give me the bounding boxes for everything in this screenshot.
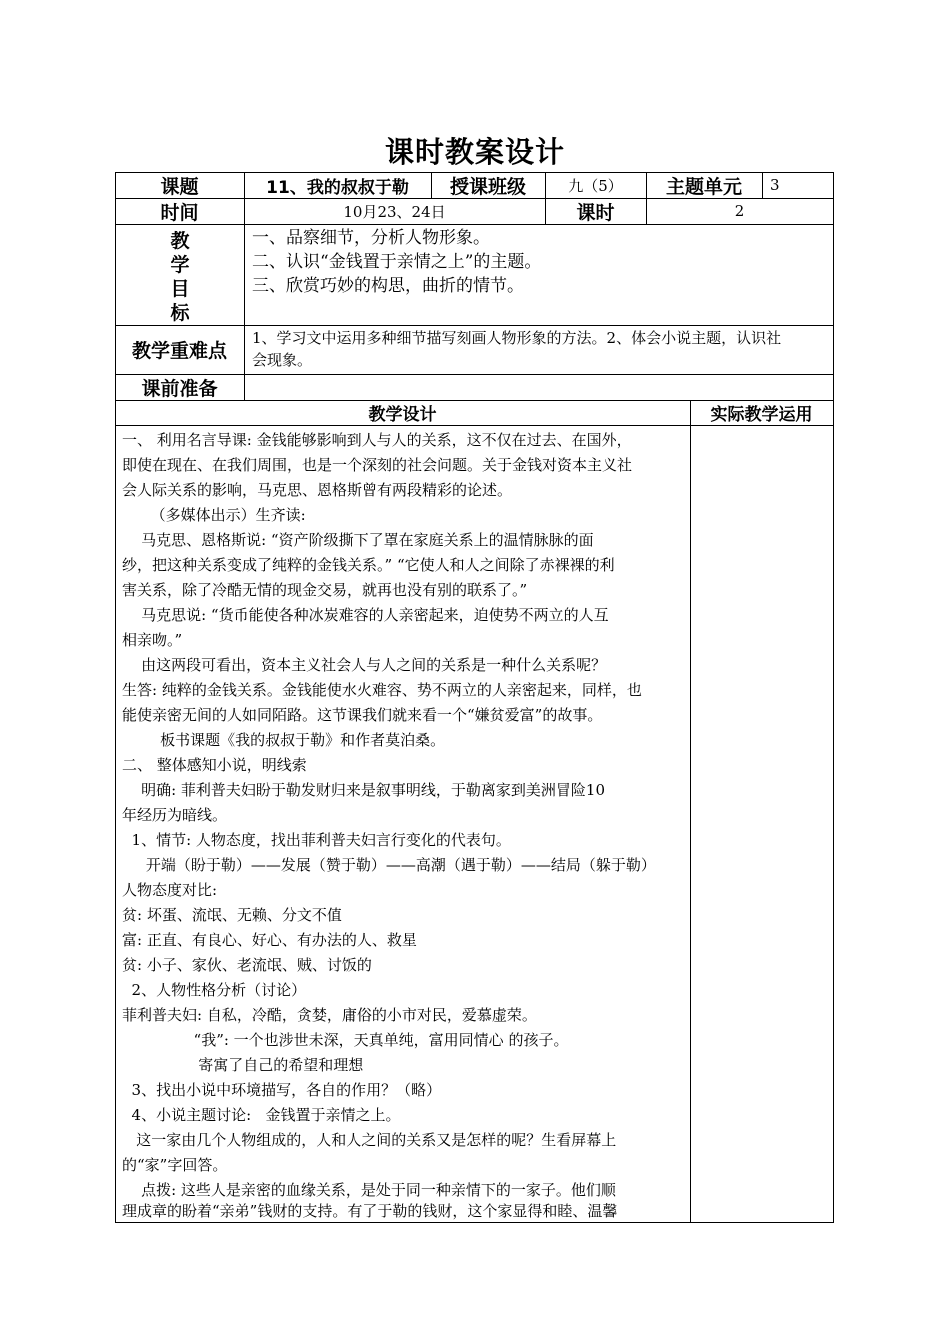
actual-usage-header: 实际教学运用 xyxy=(710,405,813,425)
goal-item: 二、认识“金钱置于亲情之上”的主题。 xyxy=(252,252,542,272)
design-line: 纱，把这种关系变成了纯粹的金钱关系。” “它使人和人之间除了赤裸裸的利 xyxy=(122,556,615,574)
design-line: 板书课题《我的叔叔于勒》和作者莫泊桑。 xyxy=(122,731,446,749)
design-line: 二、 整体感知小说，明线索 xyxy=(122,756,307,774)
design-line: 贫: 坏蛋、流氓、无赖、分文不值 xyxy=(122,906,342,924)
goal-item: 一、品察细节，分析人物形象。 xyxy=(252,228,490,248)
design-line: 即使在现在、在我们周围，也是一个深刻的社会问题。关于金钱对资本主义社 xyxy=(122,456,633,474)
design-line: 相亲吻。” xyxy=(122,631,183,649)
design-line: 菲利普夫妇: 自私，冷酷，贪婪，庸俗的小市对民，爱慕虚荣。 xyxy=(122,1006,537,1024)
goal-item: 三、欣赏巧妙的构思，曲折的情节。 xyxy=(252,276,524,296)
design-line: 4、小说主题讨论: 金钱置于亲情之上。 xyxy=(122,1106,401,1124)
key-points-line: 1、学习文中运用多种细节描写刻画人物形象的方法。2、体会小说主题，认识社 xyxy=(252,329,782,347)
design-line: 由这两段可看出，资本主义社会人与人之间的关系是一种什么关系呢？ xyxy=(122,656,607,674)
design-line: 理成章的盼着“亲弟”钱财的支持。有了于勒的钱财，这个家显得和睦、温馨 xyxy=(122,1202,618,1220)
goals-label-char: 教 xyxy=(170,230,190,252)
hours-label: 课时 xyxy=(576,201,615,224)
design-line: 2、人物性格分析（讨论） xyxy=(122,981,307,999)
goals-label-char: 标 xyxy=(170,302,190,324)
topic-value: 11、我的叔叔于勒 xyxy=(266,177,409,198)
design-line: 3、找出小说中环境描写，各自的作用？（略） xyxy=(122,1081,442,1099)
time-value: 10月23、24日 xyxy=(343,202,446,221)
prep-label: 课前准备 xyxy=(141,377,218,400)
class-value: 九（5） xyxy=(568,176,623,195)
design-line: 年经历为暗线。 xyxy=(122,806,228,824)
design-line: 富: 正直、有良心、好心、有办法的人、救星 xyxy=(122,931,417,949)
design-line: 马克思、恩格斯说: “资产阶级撕下了罩在家庭关系上的温情脉脉的面 xyxy=(122,531,594,549)
design-line: （多媒体出示）生齐读: xyxy=(122,506,306,524)
design-line: 害关系，除了冷酷无情的现金交易，就再也没有别的联系了。” xyxy=(122,581,528,599)
design-line: 一、 利用名言导课: 金钱能够影响到人与人的关系，这不仅在过去、在国外， xyxy=(122,431,632,449)
design-line: 寄寓了自己的希望和理想 xyxy=(122,1056,364,1074)
design-line: 这一家由几个人物组成的，人和人之间的关系又是怎样的呢？生看屏幕上 xyxy=(122,1131,617,1149)
design-line: 生答: 纯粹的金钱关系。金钱能使水火难容、势不两立的人亲密起来，同样，也 xyxy=(122,681,642,699)
key-points-label: 教学重难点 xyxy=(131,340,227,362)
page-title: 课时教案设计 xyxy=(384,135,565,169)
design-line: 会人际关系的影响，马克思、恩格斯曾有两段精彩的论述。 xyxy=(122,481,513,499)
goals-label-char: 学 xyxy=(170,254,190,276)
design-header: 教学设计 xyxy=(368,405,437,425)
design-line: 1、情节: 人物态度，找出菲利普夫妇言行变化的代表句。 xyxy=(122,831,511,849)
class-label: 授课班级 xyxy=(449,175,526,198)
design-line: 明确: 菲利普夫妇盼于勒发财归来是叙事明线，于勒离家到美洲冒险10 xyxy=(122,781,605,799)
hours-value: 2 xyxy=(734,202,745,220)
design-line: 点拨: 这些人是亲密的血缘关系，是处于同一种亲情下的一家子。他们顺 xyxy=(122,1181,616,1199)
design-line: 开端（盼于勒）——发展（赞于勒）——高潮（遇于勒）——结局（躲于勒） xyxy=(122,856,656,874)
unit-label: 主题单元 xyxy=(665,175,742,198)
key-points-line: 会现象。 xyxy=(252,351,313,369)
design-line: 的“家”字回答。 xyxy=(122,1156,228,1174)
design-line: 人物态度对比: xyxy=(122,881,218,899)
goals-label-char: 目 xyxy=(170,278,190,300)
design-line: 贫: 小子、家伙、老流氓、贼、讨饭的 xyxy=(122,956,372,974)
unit-value: 3 xyxy=(770,176,780,194)
design-line: “我”: 一个也涉世未深，天真单纯，富用同情心 的孩子。 xyxy=(122,1031,569,1049)
topic-label: 课题 xyxy=(160,175,199,198)
design-line: 马克思说: “货币能使各种冰炭难容的人亲密起来，迫使势不两立的人互 xyxy=(122,606,609,624)
time-label: 时间 xyxy=(160,201,199,224)
design-line: 能使亲密无间的人如同陌路。这节课我们就来看一个“嫌贫爱富”的故事。 xyxy=(122,706,603,724)
